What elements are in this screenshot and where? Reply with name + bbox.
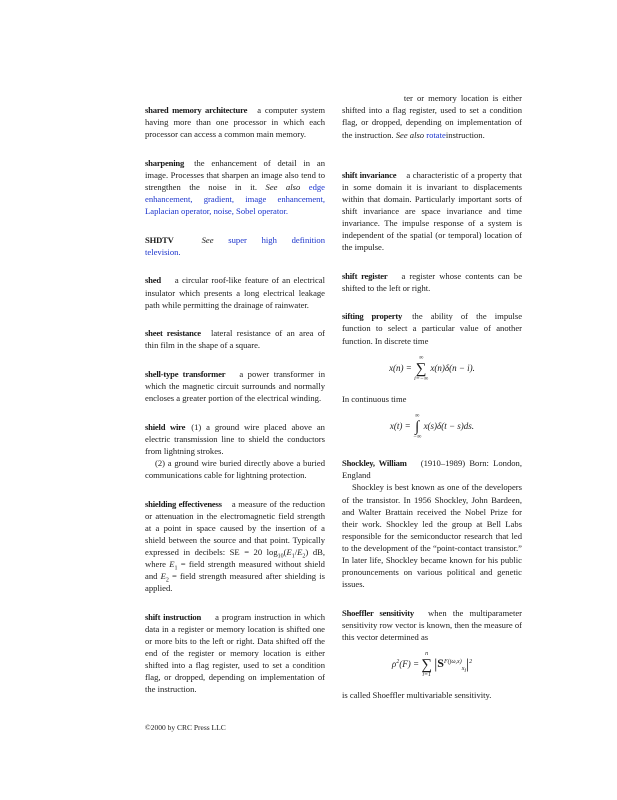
entry-headword: Shockley, William [342,458,407,469]
entry-shdtv [145,234,325,258]
entry-shift-invariance [342,169,522,254]
entry-definition: a measure of the reduction or attenuation in the electromagnetic field strength at a point in space caused by the insertion of a shield between the source and that point. Typically expressed in decibels: SE = 20 log [145,498,325,558]
entry-headword: SHDTV [145,234,174,245]
entry-definition: a power transformer in which the magnetic circuit surrounds and normally encloses a greater portion of the electrical winding. [145,368,325,404]
entry-shield-wire [145,421,325,481]
entry-definition: a characteristic of a property that in some domain it is invariant to displacements within that domain. Particularly important sorts of shift invariance are space invariance and time invariance. The impulse response of a system is independent of the spatial (or temporal) location of the impulse. [342,169,522,253]
see-label: See [201,234,214,245]
entry-shockley-william [342,457,522,590]
entry-biography: Shockley is best known as one of the developers of the transistor. In 1956 Shockley, John Bardeen, and Walter Brattain received the Nobel Prize for their work. Shockley led the group at Bell Labs responsible for the semiconductor research that led to the development of the “point-contact transistor.” In later life, Shockley became known for his public pronouncements on various political and genetic issues. [342,482,522,590]
entry-definition: when the multiparameter sensitivity row vector is known, then the measure of this vector determined as [342,607,523,642]
left-column [145,104,326,695]
see-also-label: See also [265,181,301,192]
entry-definition-tail: dB, where [145,547,325,570]
entry-shift-instruction [145,611,325,695]
cross-reference-link[interactable]: rotate [426,129,446,140]
entry-headword: shared memory architecture [145,105,248,115]
entry-shoeffler-sensitivity [342,607,522,701]
entry-definition-tail-3: = field strength measured after shielding is applied. [145,571,325,594]
entry-definition-mid: In continuous time [342,393,407,404]
entry-definition: a program instruction in which data in a register or memory location is shifted one or more bits to the left or right. Data shifted off the end of the register or memory location is either shifted into a flag register, used to set a condition flag, or dropped, depending on implementation of the instruction. [145,611,325,695]
entry-definition-tail: is called Shoeffler multivariable sensitivity. [342,690,492,701]
entry-shared-memory-architecture [145,104,325,140]
entry-sheet-resistance [145,327,325,351]
entry-sharpening [145,157,325,217]
entry-definition-tail-2: = field strength measured without shield and [145,559,325,582]
entry-shielding-effectiveness: shielding effectiveness a measure of the reduction or attenuation in the electromagnetic field strength at a point in space caused by the insertion of a shield between the source and that point. Typically expressed in decibels: SE = 20 $\log_{10}(E_1/E_2)$ dB, where $E_1$ = field strength measured without shield and $E_2$ = field strength measured after shielding is applied. [145,498,325,594]
entry-definition: a register whose contents can be shifted to the left or right. [342,270,523,293]
entry-definition: a circular roof-like feature of an electrical insulator which presents a long electrical leakage path while permitting the drainage of rainwater. [145,275,325,310]
entry-headword: sifting property [342,311,403,322]
entry-sifting-property [342,310,522,440]
entry-definition: the ability of the impulse function to select a particular value of another function. In discrete time [342,311,523,346]
entry-definition-2: (2) a ground wire buried directly above a buried communications cable for lightning protection. [145,457,325,481]
entry-headword: sharpening [145,157,185,168]
entry-shell-type-transformer [145,368,325,404]
equation-discrete: x(n) = ∞ ∑ i=−∞ x(n)δ(n − i). [389,354,475,382]
equation-shoeffler: $\rho^2(F) = n$ ∑ i=1 $|S^{F(j\omega,x)}_{x_i}|^2$ [391,651,473,679]
entry-shift-instruction-continued: ter or memory location is either shifted into a flag register, used to set a condition flag, or dropped, depending on implementation of the instruction. See also rotateinstruction. [342,93,522,140]
entry-shed [145,274,325,310]
entry-headword: sheet resistance [145,328,201,339]
see-also-label: See also [395,129,425,140]
entry-headword: shift register [342,270,388,281]
entry-headword: shell-type transformer [145,368,226,379]
right-column [342,93,523,718]
copyright-footer: ©2000 by CRC Press LLC [145,723,226,732]
entry-definition: lateral resistance of an area of thin film in the shape of a square. [145,328,325,351]
entry-definition: a computer system having more than one processor in which each processor can access a common main memory. [145,105,326,140]
entry-headword: shed [145,275,161,286]
entry-headword: shift invariance [342,169,397,180]
equation-continuous: x(t) = ∞ ∫ −∞ x(s)δ(t − s)ds. [389,412,475,440]
cross-reference-link[interactable]: edge enhancement, gradient, image enhancement, Laplacian operator, noise, Sobel operator. [145,181,325,217]
entry-definition: (1910–1989) Born: London, England [342,458,522,481]
cross-reference-link[interactable]: super high definition television. [145,234,325,257]
entry-shift-register [342,270,522,294]
entry-headword: shield wire [145,421,186,432]
entry-headword: shift instruction [145,611,202,622]
entry-definition-1: (1) a ground wire placed above an electric transmission line to shield the conductors from lightning strokes. [145,421,325,456]
entry-headword: Shoeffler sensitivity [342,607,415,618]
entry-headword: shielding effectiveness [145,498,222,509]
entry-definition: the enhancement of detail in an image. Processes that sharpen an image also tend to strengthen the noise in it. [145,157,325,192]
entry-definition-tail: instruction. [445,129,485,140]
